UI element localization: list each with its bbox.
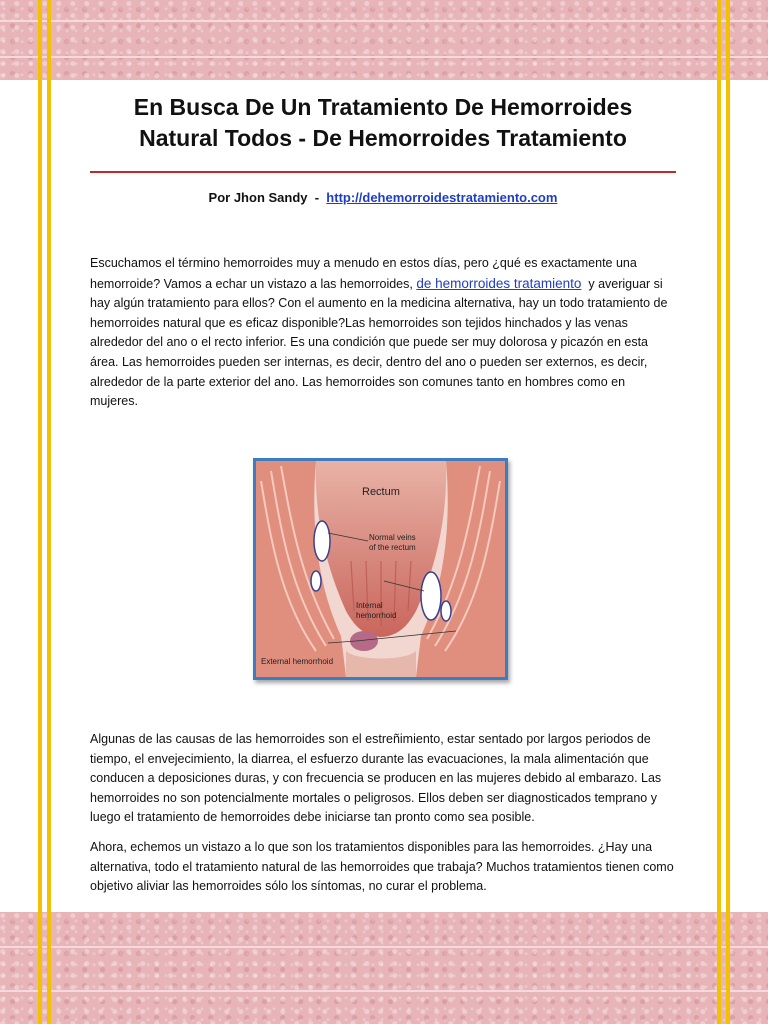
band-line [0, 946, 768, 948]
paragraph-intro-text: Escuchamos el término hemorroides muy a menudo en estos días, pero ¿qué es exactamente una hemorroide? Vamos a echar un vistazo a las hemorroides, [90, 256, 637, 291]
band-line [0, 56, 768, 58]
label-external-hemorrhoid: External hemorrhoid [261, 657, 334, 666]
label-internal-hemorrhoid: Internal [356, 601, 383, 610]
footer-decorative-band [0, 912, 768, 1024]
byline-link[interactable]: http://dehemorroidestratamiento.com [326, 190, 558, 205]
label-normal-veins: Normal veins [369, 533, 416, 542]
label-rectum: Rectum [362, 486, 400, 498]
byline-author: Por Jhon Sandy - [208, 190, 323, 205]
paragraph-intro-text-cont: y averiguar si hay algún tratamiento para ellos? Con el aumento en la medicina alternativa, hay un todo tratamiento de hemorroides natural que es eficaz disponible?Las hemorroides son tejidos hinchados y las venas alrededor del ano o el recto inferior. Es una condición que puede ser muy dolorosa y picazón en esta área. Las hemorroides pueden ser internas, es decir, dentro del ano o pueden ser externos, es decir, alrededor de la parte exterior del ano. Las hemorroides son comunes tanto en hombres como en mujeres. [90, 276, 671, 409]
paragraph-treatments: Ahora, echemos un vistazo a lo que son los tratamientos disponibles para las hemorroides. ¿Hay una alternativa, todo el tratamiento natural de las hemorroides que trabaja? Muchos tratamientos tienen como objetivo aliviar las hemorroides sólo los síntomas, no curar el problema. [90, 840, 674, 894]
inline-link-tratamiento[interactable]: de hemorroides tratamiento [416, 275, 582, 291]
anatomy-figure [253, 458, 508, 680]
paragraph-intro [90, 254, 676, 412]
title-line-1: En Busca De Un Tratamiento De Hemorroides [133, 94, 633, 120]
band-line [0, 990, 768, 992]
header-decorative-band [0, 0, 768, 80]
band-line [0, 20, 768, 22]
title-divider [90, 171, 676, 173]
byline [90, 190, 676, 205]
document-page [0, 80, 768, 912]
label-internal-hemorrhoid: hemorrhoid [356, 611, 397, 620]
paragraph-causes: Algunas de las causas de las hemorroides son el estreñimiento, estar sentado por largos periodos de tiempo, el envejecimiento, la diarrea, el esfuerzo durante las evacuaciones, la mala alimentación que conducen a deposiciones duras, y con frecuencia se producen en las mujeres debido al embarazo. Las hemorroides no son potencialmente mortales o peligrosos. Ellos deben ser diagnosticados temprano y luego el tratamiento de hemorroides debe iniciarse tan pronto como sea posible. [90, 732, 662, 825]
title-line-2: Natural Todos - De Hemorroides Tratamiento [139, 125, 627, 151]
rectum-diagram [256, 461, 505, 677]
label-normal-veins: of the rectum [369, 543, 416, 552]
page-title [90, 92, 676, 154]
